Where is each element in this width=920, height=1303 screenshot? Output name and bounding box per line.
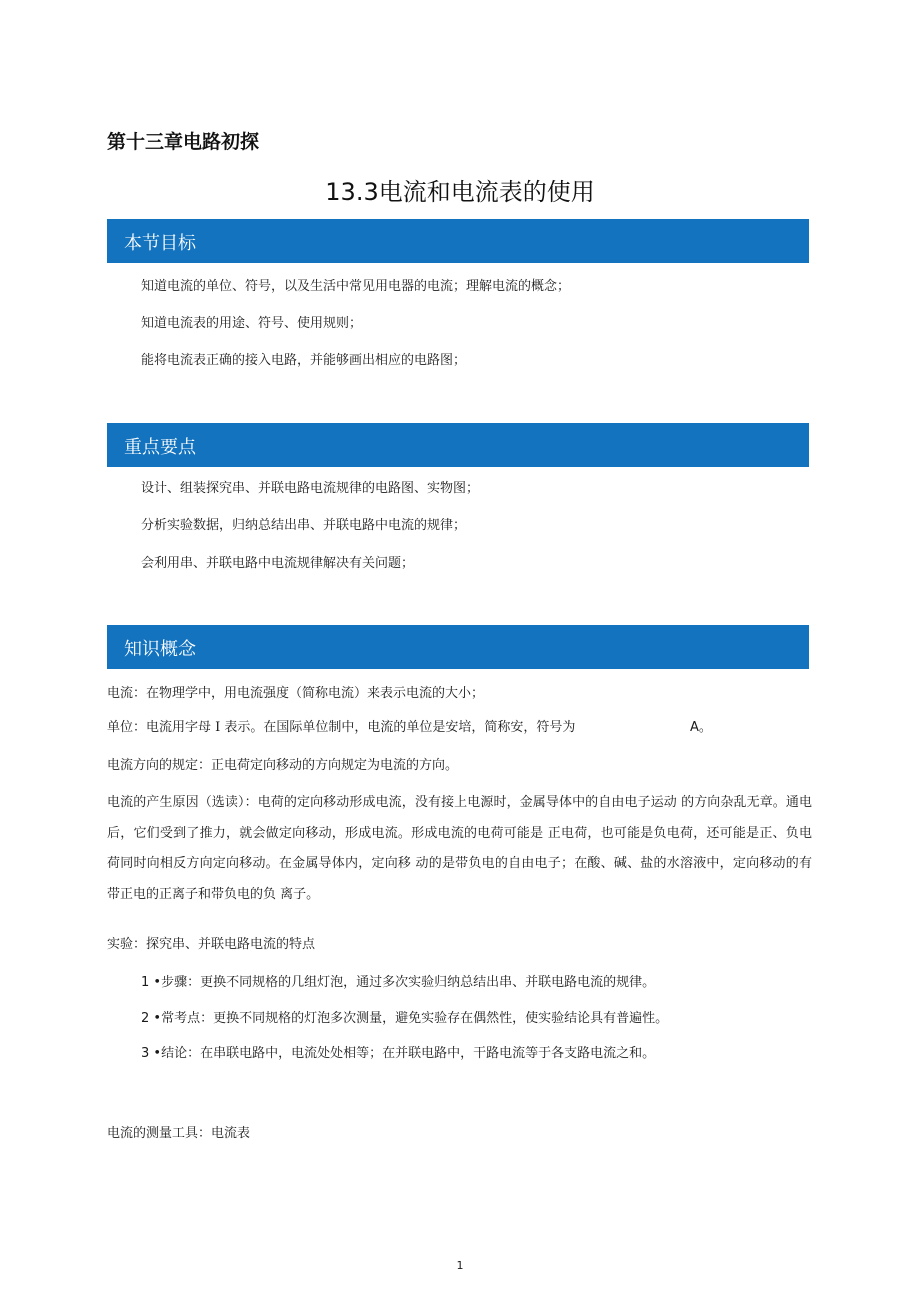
section-header-key-points — [107, 423, 809, 467]
experiment-item — [141, 1011, 668, 1027]
page-number: 1 — [456, 1259, 464, 1272]
section-header-goals — [107, 219, 809, 263]
section-header-label: 重点要点 — [124, 437, 196, 458]
measurement-tool: 电流的测量工具：电流表 — [107, 1126, 251, 1141]
experiment-item-number: 3 — [141, 1046, 150, 1061]
key-point-item: 设计、组装探究串、并联电路电流规律的电路图、实物图； — [141, 481, 480, 496]
direction-rule: 电流方向的规定：正电荷定向移动的方向规定为电流的方向。 — [107, 758, 459, 773]
goal-item: 知道电流表的用途、符号、使用规则； — [141, 316, 363, 331]
goal-item: 知道电流的单位、符号，以及生活中常见用电器的电流；理解电流的概念； — [141, 279, 571, 294]
goal-item: 能将电流表正确的接入电路，并能够画出相应的电路图； — [141, 353, 467, 368]
experiment-title: 实验：探究串、并联电路电流的特点 — [107, 937, 316, 952]
experiment-item-number: 1 — [141, 975, 150, 990]
cause-paragraph: 电流的产生原因（选读）：电荷的定向移动形成电流，没有接上电源时，金属导体中的自由电子运动 的方向杂乱无章。通电后，它们受到了推力，就会做定向移动，形成电流。形成电流的电荷可能是 正电荷，也可能是负电荷，还可能是正、负电荷同时向相反方向定向移动。在金属导体内，定向移 动的是带负电的自由电子；在酸、碱、盐的水溶液中，定向移动的有带正电的正离子和带负电的负 离子。 — [107, 795, 812, 902]
experiment-item-text: •结论：在串联电路中，电流处处相等；在并联电路中，干路电流等于各支路电流之和。 — [153, 1046, 656, 1061]
experiment-item — [141, 975, 655, 991]
experiment-item-text: •常考点：更换不同规格的灯泡多次测量，避免实验存在偶然性，使实验结论具有普遍性。 — [153, 1011, 669, 1026]
key-point-item: 分析实验数据，归纳总结出串、并联电路中电流的规律； — [141, 518, 467, 533]
unit-symbol: A。 — [690, 720, 712, 735]
section-header-knowledge — [107, 625, 809, 669]
experiment-item-number: 2 — [141, 1011, 150, 1026]
section-header-label: 知识概念 — [124, 639, 196, 660]
experiment-item — [141, 1046, 655, 1062]
experiment-item-text: •步骤：更换不同规格的几组灯泡，通过多次实验归纳总结出串、并联电路电流的规律。 — [153, 975, 656, 990]
section-header-label: 本节目标 — [124, 233, 196, 254]
key-point-item: 会利用串、并联电路中电流规律解决有关问题； — [141, 556, 415, 571]
page-title: 13.3电流和电流表的使用 — [325, 178, 595, 206]
chapter-heading: 第十三章电路初探 — [107, 131, 260, 153]
current-definition: 电流：在物理学中，用电流强度（简称电流）来表示电流的大小； — [107, 686, 485, 701]
unit-text: 单位：电流用字母 I 表示。在国际单位制中，电流的单位是安培，简称安，符号为 — [107, 720, 576, 735]
